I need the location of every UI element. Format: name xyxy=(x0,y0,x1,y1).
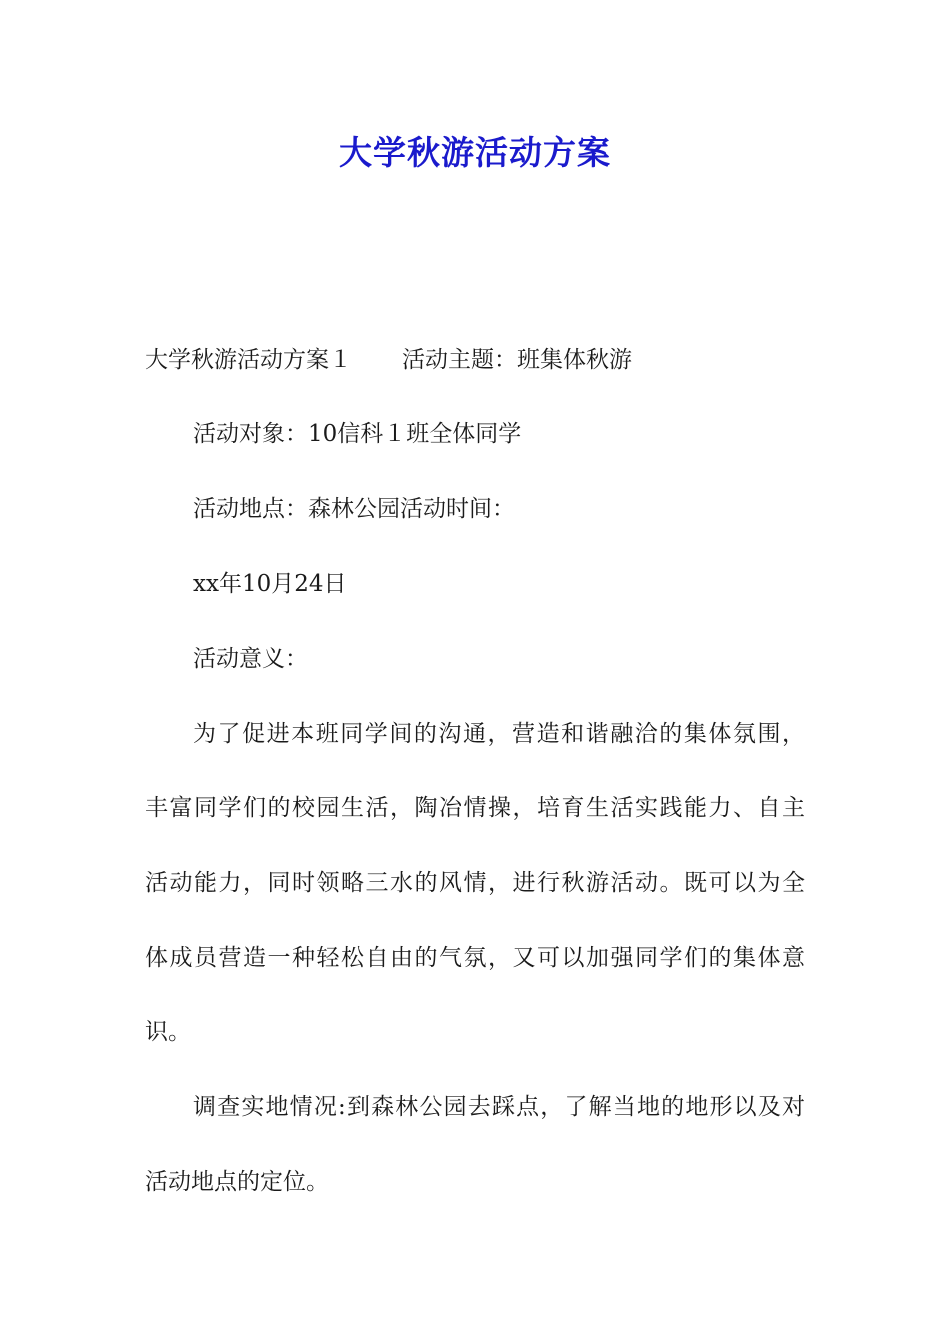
plan-number-label: 大学秋游活动方案１ xyxy=(145,347,352,373)
activity-date: xx年10月24日 xyxy=(193,571,347,597)
survey-line-1: 调查实地情况:到森林公园去踩点，了解当地的地形以及对 xyxy=(193,1094,805,1120)
significance-line-1: 为了促进本班同学间的沟通，营造和谐融洽的集体氛围， xyxy=(193,721,805,747)
survey-line-2: 活动地点的定位。 xyxy=(145,1169,329,1195)
significance-line-3: 活动能力，同时领略三水的风情，进行秋游活动。既可以为全 xyxy=(145,870,805,896)
document-title: 大学秋游活动方案 xyxy=(339,133,611,172)
significance-line-5: 识。 xyxy=(145,1019,191,1045)
activity-target: 活动对象：10信科１班全体同学 xyxy=(193,421,522,447)
heading-line xyxy=(145,342,632,378)
activity-location: 活动地点：森林公园活动时间： xyxy=(193,496,515,522)
significance-line-4: 体成员营造一种轻松自由的气氛，又可以加强同学们的集体意 xyxy=(145,945,805,971)
activity-theme: 活动主题：班集体秋游 xyxy=(402,347,632,373)
significance-label: 活动意义： xyxy=(193,646,308,672)
significance-line-2: 丰富同学们的校园生活，陶冶情操，培育生活实践能力、自主 xyxy=(145,795,805,821)
